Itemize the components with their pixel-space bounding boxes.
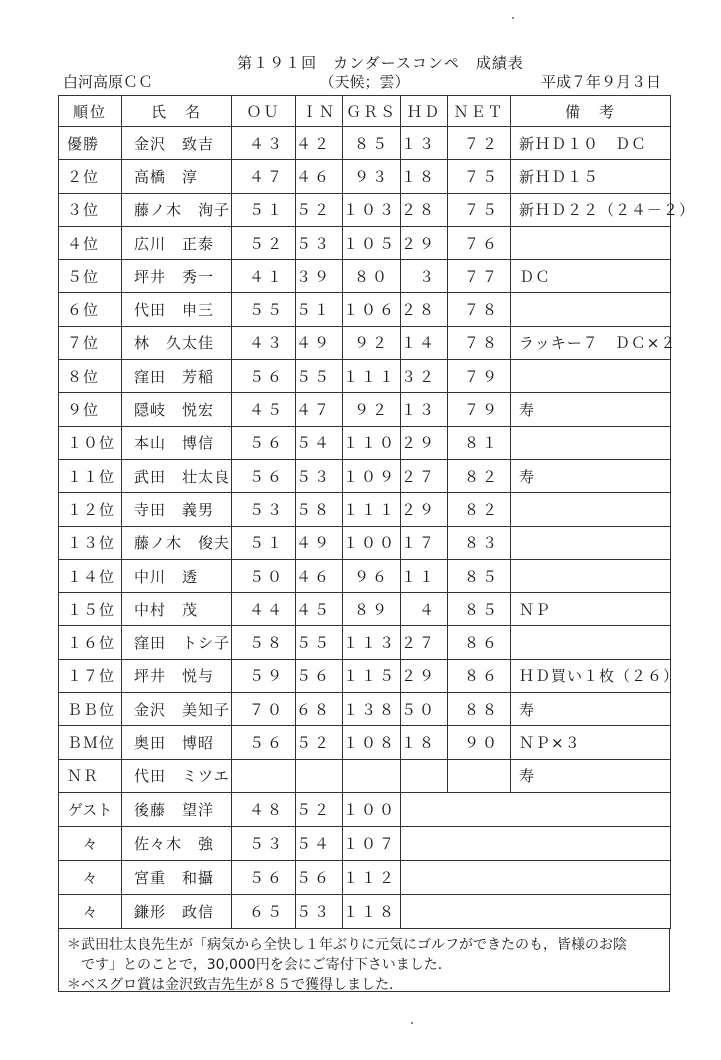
rank-cell: 優勝 (59, 127, 122, 160)
in-score: ４６ (296, 559, 343, 592)
remarks (511, 226, 671, 259)
net-score: ７５ (448, 193, 511, 226)
rank-cell: １１位 (59, 459, 122, 492)
rank-cell: １６位 (59, 626, 122, 659)
footer-notes (58, 929, 670, 992)
table-row (59, 226, 671, 259)
out-score: ４１ (232, 260, 296, 293)
out-score: ４８ (232, 792, 296, 826)
table-row (59, 626, 671, 659)
table-row (59, 693, 671, 726)
rank-cell: ＢＢ位 (59, 693, 122, 726)
out-score: ５５ (232, 293, 296, 326)
player-name: 武田 壮太良 (122, 459, 232, 492)
in-score: ４９ (296, 326, 343, 359)
player-name: 中村 茂 (122, 593, 232, 626)
out-score: ４７ (232, 160, 296, 193)
rank-cell: ３位 (59, 193, 122, 226)
guest-blank-cell (401, 894, 671, 928)
out-score (232, 759, 296, 792)
gross-score: １３８ (343, 693, 401, 726)
footer-note-donation: ＊武田壮太良先生が「病気から全快し１年ぶりに元気にゴルフができたのも，皆様のお陰 (67, 937, 627, 953)
gross-score: １１０ (343, 426, 401, 459)
player-name: 奥田 博昭 (122, 726, 232, 759)
player-name: 窪田 芳稲 (122, 360, 232, 393)
rank-cell: 々 (59, 894, 122, 928)
net-score: ８１ (448, 426, 511, 459)
scan-speck (411, 1022, 413, 1024)
in-score: ５２ (296, 726, 343, 759)
net-score: ７８ (448, 326, 511, 359)
table-row (59, 193, 671, 226)
gross-score: １００ (343, 526, 401, 559)
handicap: ２９ (401, 659, 448, 692)
col-header-out: ＯＵ (232, 96, 296, 127)
gross-score: ９２ (343, 393, 401, 426)
handicap: ４ (401, 593, 448, 626)
gross-score: ９６ (343, 559, 401, 592)
table-row (59, 293, 671, 326)
in-score: ５４ (296, 426, 343, 459)
gross-score: １０５ (343, 226, 401, 259)
player-name: 坪井 悦与 (122, 659, 232, 692)
table-row (59, 559, 671, 592)
guest-blank-cell (401, 792, 671, 826)
footer-note-donation-cont: です」とのことで，30,000円を会にご寄付下さいました． (81, 957, 452, 973)
gross-score: １１１ (343, 493, 401, 526)
remarks (511, 293, 671, 326)
out-score: ４３ (232, 127, 296, 160)
remarks (511, 360, 671, 393)
handicap: ３２ (401, 360, 448, 393)
in-score: ５６ (296, 659, 343, 692)
out-score: ５９ (232, 659, 296, 692)
guest-row (59, 860, 671, 894)
out-score: ５０ (232, 559, 296, 592)
gross-score: １０７ (343, 826, 401, 860)
out-score: ５３ (232, 493, 296, 526)
handicap: ３ (401, 260, 448, 293)
remarks: 新ＨＤ２２（２４－２） (511, 193, 671, 226)
in-score: ５５ (296, 626, 343, 659)
in-score: ５４ (296, 826, 343, 860)
out-score: ４３ (232, 326, 296, 359)
rank-cell: ＮＲ (59, 759, 122, 792)
out-score: ７０ (232, 693, 296, 726)
player-name: 高橋 淳 (122, 160, 232, 193)
rank-cell: ５位 (59, 260, 122, 293)
player-name: 佐々木 強 (122, 826, 232, 860)
gross-score: １０６ (343, 293, 401, 326)
player-name: 窪田 トシ子 (122, 626, 232, 659)
net-score: ８６ (448, 626, 511, 659)
results-table (58, 95, 696, 929)
out-score: ５６ (232, 860, 296, 894)
net-score: ８２ (448, 459, 511, 492)
gross-score: １１８ (343, 894, 401, 928)
gross-score: １１５ (343, 659, 401, 692)
remarks (511, 526, 671, 559)
col-header-handicap: ＨＤ (401, 96, 448, 127)
player-name: 金沢 美知子 (122, 693, 232, 726)
player-name: 隠岐 悦宏 (122, 393, 232, 426)
player-name: 本山 博信 (122, 426, 232, 459)
player-name: 後藤 望洋 (122, 792, 232, 826)
net-score: ７６ (448, 226, 511, 259)
out-score: ５１ (232, 193, 296, 226)
player-name: 金沢 致吉 (122, 127, 232, 160)
remarks: 寿 (511, 759, 671, 792)
club-name: 白河高原ＣＣ (63, 73, 154, 91)
guest-row (59, 826, 671, 860)
player-name: 中川 透 (122, 559, 232, 592)
net-score: ８８ (448, 693, 511, 726)
remarks: 新ＨＤ１０ ＤＣ (511, 127, 671, 160)
handicap: ２７ (401, 626, 448, 659)
out-score: ４４ (232, 593, 296, 626)
in-score: ３９ (296, 260, 343, 293)
guest-blank-cell (401, 826, 671, 860)
handicap: １１ (401, 559, 448, 592)
net-score: ９０ (448, 726, 511, 759)
handicap: １８ (401, 726, 448, 759)
player-name: 藤ノ木 洵子 (122, 193, 232, 226)
net-score: ８６ (448, 659, 511, 692)
table-header-row (59, 96, 671, 127)
net-score: ８３ (448, 526, 511, 559)
remarks (511, 493, 671, 526)
net-score: ７８ (448, 293, 511, 326)
table-row (59, 426, 671, 459)
net-score (448, 759, 511, 792)
table-row (59, 459, 671, 492)
handicap: １７ (401, 526, 448, 559)
in-score: ５６ (296, 860, 343, 894)
in-score: ４７ (296, 393, 343, 426)
handicap: １４ (401, 326, 448, 359)
in-score: ５２ (296, 193, 343, 226)
handicap: ２７ (401, 459, 448, 492)
gross-score: ９３ (343, 160, 401, 193)
out-score: ５８ (232, 626, 296, 659)
player-name: 林 久太佳 (122, 326, 232, 359)
rank-cell: １０位 (59, 426, 122, 459)
col-header-name: 氏 名 (122, 96, 232, 127)
in-score: ５２ (296, 792, 343, 826)
remarks: ＮＰ (511, 593, 671, 626)
table-row (59, 726, 671, 759)
remarks (511, 426, 671, 459)
rank-cell: １３位 (59, 526, 122, 559)
remarks: 寿 (511, 393, 671, 426)
net-score: ８２ (448, 493, 511, 526)
player-name: 寺田 義男 (122, 493, 232, 526)
player-name: 藤ノ木 俊夫 (122, 526, 232, 559)
out-score: ５６ (232, 360, 296, 393)
handicap: １３ (401, 127, 448, 160)
remarks: ＨＤ買い１枚（２６） (511, 659, 671, 692)
table-row (59, 526, 671, 559)
footer-note-best-gross: ＊ベスグロ賞は金沢致吉先生が８５で獲得しました． (67, 977, 403, 993)
remarks: 寿 (511, 693, 671, 726)
rank-cell: ６位 (59, 293, 122, 326)
guest-row (59, 894, 671, 928)
remarks: ＮＰ×３ (511, 726, 671, 759)
rank-cell: １７位 (59, 659, 122, 692)
handicap: ２８ (401, 193, 448, 226)
rank-cell: ７位 (59, 326, 122, 359)
remarks (511, 559, 671, 592)
table-row (59, 493, 671, 526)
rank-cell: ８位 (59, 360, 122, 393)
rank-cell: ＢＭ位 (59, 726, 122, 759)
player-name: 宮重 和攝 (122, 860, 232, 894)
out-score: ５１ (232, 526, 296, 559)
in-score (296, 759, 343, 792)
rank-cell: ２位 (59, 160, 122, 193)
net-score: ８５ (448, 593, 511, 626)
out-score: ４５ (232, 393, 296, 426)
handicap: ２９ (401, 493, 448, 526)
net-score: ７７ (448, 260, 511, 293)
in-score: ４６ (296, 160, 343, 193)
event-date: 平成７年９月３日 (540, 73, 661, 91)
remarks: 新ＨＤ１５ (511, 160, 671, 193)
gross-score: １０３ (343, 193, 401, 226)
rank-cell: ４位 (59, 226, 122, 259)
scan-speck (512, 17, 514, 19)
player-name: 坪井 秀一 (122, 260, 232, 293)
out-score: ５６ (232, 426, 296, 459)
guest-row (59, 792, 671, 826)
player-name: 代田 ミツエ (122, 759, 232, 792)
gross-score: ８５ (343, 127, 401, 160)
net-score: ７２ (448, 127, 511, 160)
in-score: ４２ (296, 127, 343, 160)
col-header-remarks: 備 考 (511, 96, 671, 127)
handicap: ５０ (401, 693, 448, 726)
rank-cell: ９位 (59, 393, 122, 426)
in-score: ５３ (296, 894, 343, 928)
gross-score: ８９ (343, 593, 401, 626)
handicap: ２８ (401, 293, 448, 326)
out-score: ５２ (232, 226, 296, 259)
out-score: ５６ (232, 726, 296, 759)
weather-note: （天候；雲） (319, 73, 410, 91)
col-header-rank: 順位 (59, 96, 122, 127)
remarks: ＤＣ (511, 260, 671, 293)
handicap (401, 759, 448, 792)
in-score: ５３ (296, 459, 343, 492)
rank-cell: ゲスト (59, 792, 122, 826)
gross-score: １１２ (343, 860, 401, 894)
table-row (59, 759, 671, 792)
handicap: １３ (401, 393, 448, 426)
table-row (59, 260, 671, 293)
out-score: ５３ (232, 826, 296, 860)
gross-score: １１３ (343, 626, 401, 659)
gross-score: １００ (343, 792, 401, 826)
col-header-net: ＮＥＴ (448, 96, 511, 127)
gross-score: １０８ (343, 726, 401, 759)
gross-score: １１１ (343, 360, 401, 393)
in-score: ５５ (296, 360, 343, 393)
handicap: ２９ (401, 226, 448, 259)
player-name: 広川 正泰 (122, 226, 232, 259)
net-score: ７９ (448, 393, 511, 426)
in-score: ４５ (296, 593, 343, 626)
report-title: 第１９１回 カンダースコンペ 成績表 (237, 54, 524, 72)
table-row (59, 326, 671, 359)
in-score: ６８ (296, 693, 343, 726)
table-row (59, 659, 671, 692)
handicap: ２９ (401, 426, 448, 459)
net-score: ７９ (448, 360, 511, 393)
guest-blank-cell (401, 860, 671, 894)
rank-cell: 々 (59, 860, 122, 894)
table-row (59, 160, 671, 193)
rank-cell: 々 (59, 826, 122, 860)
remarks: ラッキー７ ＤＣ×２ (511, 326, 671, 359)
net-score: ７５ (448, 160, 511, 193)
table-row (59, 360, 671, 393)
in-score: ５１ (296, 293, 343, 326)
player-name: 鎌形 政信 (122, 894, 232, 928)
handicap: １８ (401, 160, 448, 193)
gross-score (343, 759, 401, 792)
rank-cell: １２位 (59, 493, 122, 526)
out-score: ６５ (232, 894, 296, 928)
remarks: 寿 (511, 459, 671, 492)
table-row (59, 393, 671, 426)
player-name: 代田 申三 (122, 293, 232, 326)
gross-score: ９２ (343, 326, 401, 359)
col-header-in: ＩＮ (296, 96, 343, 127)
table-row (59, 127, 671, 160)
gross-score: ８０ (343, 260, 401, 293)
in-score: ５８ (296, 493, 343, 526)
in-score: ４９ (296, 526, 343, 559)
remarks (511, 626, 671, 659)
table-row (59, 593, 671, 626)
gross-score: １０９ (343, 459, 401, 492)
col-header-gross: ＧＲＳ (343, 96, 401, 127)
out-score: ５６ (232, 459, 296, 492)
net-score: ８５ (448, 559, 511, 592)
rank-cell: １４位 (59, 559, 122, 592)
in-score: ５３ (296, 226, 343, 259)
rank-cell: １５位 (59, 593, 122, 626)
